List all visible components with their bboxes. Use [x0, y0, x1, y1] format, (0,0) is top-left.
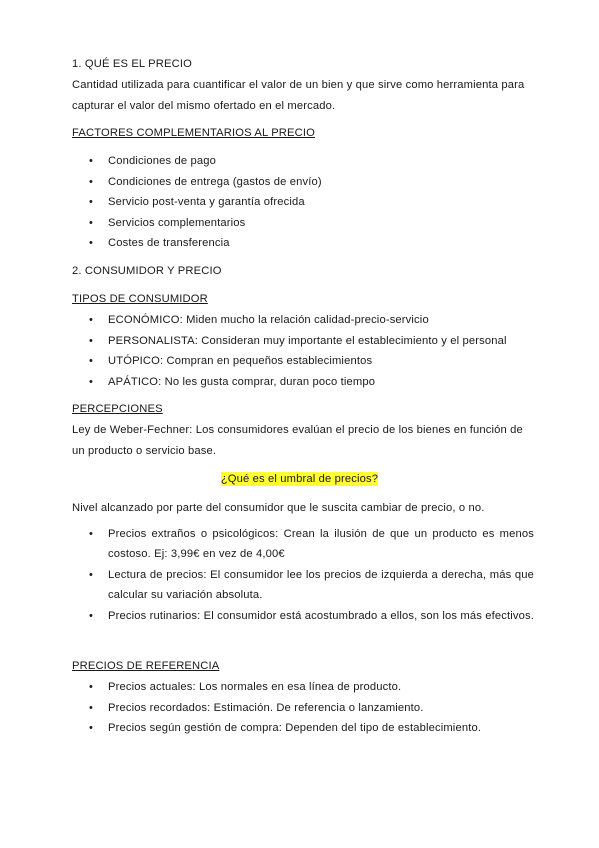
umbral-answer: Nivel alcanzado por parte del consumidor que le suscita cambiar de precio, o no.	[72, 502, 485, 514]
list-item: • Servicio post-venta y garantía ofrecida	[72, 192, 534, 213]
percepciones-text: Ley de Weber-Fechner: Los consumidores evalúan el precio de los bienes en función de un producto o servicio base.	[72, 424, 523, 457]
tipos-list	[72, 310, 534, 392]
section-1-text: Cantidad utilizada para cuantificar el valor de un bien y que sirve como herramienta para capturar el valor del mismo ofertado en el mercado.	[72, 79, 525, 112]
list-item: • Servicios complementarios	[72, 213, 534, 234]
factores-list	[72, 151, 534, 254]
list-item: • Precios según gestión de compra: Dependen del tipo de establecimiento.	[72, 718, 534, 739]
list-item: • Precios recordados: Estimación. De referencia o lanzamiento.	[72, 698, 534, 719]
tipos-heading: TIPOS DE CONSUMIDOR	[72, 293, 208, 305]
highlighted-question: ¿Qué es el umbral de precios?	[220, 473, 379, 485]
list-item: • UTÓPICO: Compran en pequeños establecimientos	[72, 351, 534, 372]
referencia-heading: PRECIOS DE REFERENCIA	[72, 660, 220, 672]
list-item: • Precios actuales: Los normales en esa línea de producto.	[72, 677, 534, 698]
list-item: • PERSONALISTA: Consideran muy importante el establecimiento y el personal	[72, 331, 534, 352]
list-item: • Condiciones de pago	[72, 151, 534, 172]
list-item: • APÁTICO: No les gusta comprar, duran poco tiempo	[72, 372, 534, 393]
section-1-heading: 1. QUÉ ES EL PRECIO	[72, 58, 192, 70]
list-item: • Condiciones de entrega (gastos de envío)	[72, 172, 534, 193]
list-item: • ECONÓMICO: Miden mucho la relación calidad-precio-servicio	[72, 310, 534, 331]
list-item: • Precios extraños o psicológicos: Crean la ilusión de que un producto es menos costoso. Ej: 3,99€ en vez de 4,00€	[72, 525, 534, 564]
list-item: • Costes de transferencia	[72, 233, 534, 254]
list-item: • Precios rutinarios: El consumidor está acostumbrado a ellos, son los más efectivos.	[72, 607, 534, 627]
factores-heading: FACTORES COMPLEMENTARIOS AL PRECIO	[72, 127, 315, 139]
section-2-heading: 2. CONSUMIDOR Y PRECIO	[72, 265, 222, 277]
umbral-question	[0, 470, 599, 489]
referencia-list	[72, 677, 534, 739]
percepciones-list	[72, 525, 534, 629]
list-item: • Lectura de precios: El consumidor lee los precios de izquierda a derecha, más que calcular su variación absoluta.	[72, 566, 534, 605]
percepciones-heading: PERCEPCIONES	[72, 403, 163, 415]
